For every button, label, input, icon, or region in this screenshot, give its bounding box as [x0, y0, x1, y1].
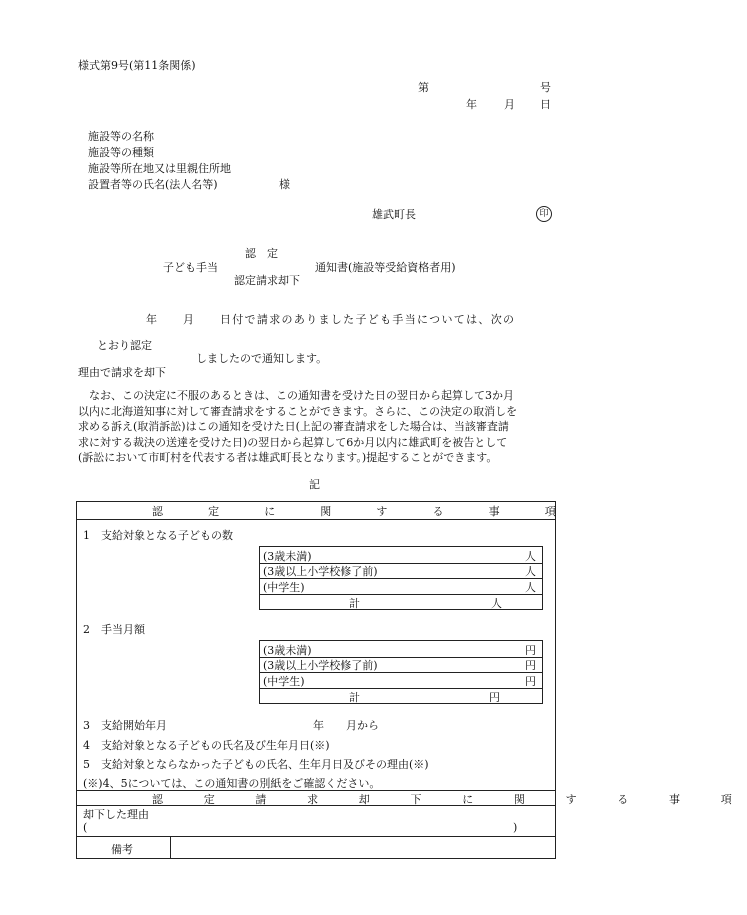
- ki-mark: 記: [309, 478, 320, 491]
- count-row: (3歳未満) 人: [260, 547, 542, 564]
- divider: [170, 836, 171, 859]
- rejection-section-header: 認 定 請 求 却 下 に 関 す る 事 項: [152, 793, 747, 806]
- title-option-reject: 認定請求却下: [234, 274, 300, 287]
- item3-value: 年 月から: [313, 719, 379, 732]
- notice-line: (訴訟において市町村を代表する者は雄武町長となります。)提起することができます。: [78, 451, 498, 464]
- honorific: 様: [279, 178, 290, 191]
- facility-name-label: 施設等の名称: [88, 130, 154, 143]
- founder-name-label: 設置者等の氏名(法人名等): [88, 178, 218, 191]
- divider: [76, 836, 556, 837]
- seal-mark: 印: [536, 206, 552, 222]
- count-total-row: 計 人: [349, 597, 502, 610]
- count-row: (中学生) 人: [260, 579, 542, 595]
- child-count-table: [259, 546, 543, 610]
- date-month: 月: [504, 98, 515, 111]
- form-number: 様式第9号(第11条関係): [78, 59, 196, 72]
- issuer-name: 雄武町長: [372, 208, 416, 221]
- item1-label: 1 支給対象となる子どもの数: [83, 529, 233, 542]
- notice-line: 求に対する裁決の送達を受けた日)の翌日から起算して6か月以内に雄武町を被告として: [78, 435, 508, 449]
- title-option-approve: 認 定: [245, 247, 278, 260]
- footnote: (※)4、5については、この通知書の別紙をご確認ください。: [83, 777, 381, 790]
- date-day: 日: [540, 98, 551, 111]
- remarks-label: 備考: [111, 843, 133, 856]
- title-right: 通知書(施設等受給資格者用): [315, 261, 456, 274]
- facility-address-label: 施設等所在地又は里親住所地: [88, 162, 231, 175]
- body-approve-option: とおり認定: [97, 339, 152, 352]
- date-year: 年: [466, 98, 477, 111]
- divider: [76, 519, 556, 520]
- body-line-1: 年 月 日付で請求のありました子ども手当については、次の: [146, 313, 516, 326]
- title-left: 子ども手当: [163, 261, 218, 274]
- body-reject-option: 理由で請求を却下: [78, 366, 166, 379]
- reason-close-paren: ): [513, 821, 518, 834]
- notice-line: 求める訴え(取消訴訟)はこの通知を受けた日(上記の審査請求をした場合は、当該審査請: [78, 420, 509, 433]
- doc-number-prefix: 第: [418, 81, 429, 94]
- item5-label: 5 支給対象とならなかった子どもの氏名、生年月日及びその理由(※): [83, 758, 429, 771]
- notice-line: なお、この決定に不服のあるときは、この通知書を受けた日の翌日から起算して3か月: [89, 389, 514, 402]
- reason-open-paren: (: [83, 821, 88, 834]
- count-row: (3歳以上小学校修了前) 人: [260, 563, 542, 579]
- amount-row: (中学生) 円: [260, 673, 542, 689]
- notice-line: 以内に北海道知事に対して審査請求をすることができます。さらに、この決定の取消しを: [78, 404, 518, 418]
- rejection-reason-label: 却下した理由: [83, 808, 149, 821]
- monthly-amount-table: [259, 640, 543, 704]
- amount-row: (3歳以上小学校修了前) 円: [260, 657, 542, 673]
- amount-total-row: 計 円: [349, 691, 500, 704]
- body-ending: しましたので通知します。: [196, 352, 328, 365]
- item4-label: 4 支給対象となる子どもの氏名及び生年月日(※): [83, 739, 330, 752]
- item2-label: 2 手当月額: [83, 623, 145, 636]
- item3-label: 3 支給開始年月: [83, 719, 167, 732]
- doc-number-suffix: 号: [540, 81, 551, 94]
- appeal-notice: [78, 388, 548, 466]
- approval-section-header: 認 定 に 関 す る 事 項: [152, 505, 573, 518]
- facility-type-label: 施設等の種類: [88, 146, 154, 159]
- amount-row: (3歳未満) 円: [260, 641, 542, 658]
